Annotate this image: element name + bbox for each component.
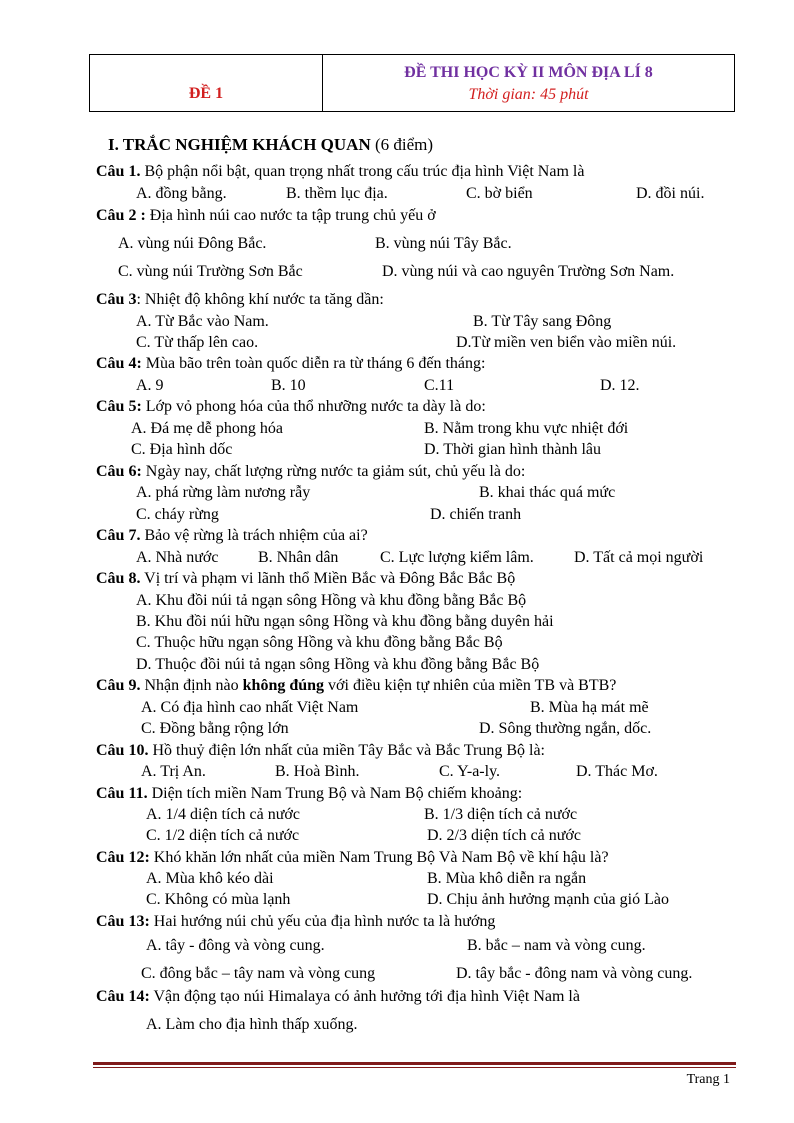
option-6c[interactable]: C. cháy rừng bbox=[136, 506, 219, 523]
question-label: Câu 7. bbox=[96, 527, 141, 544]
option-8c[interactable]: C. Thuộc hữu ngạn sông Hồng và khu đồng bằng Bắc Bộ bbox=[136, 634, 503, 651]
question-text: Vận động tạo núi Himalaya có ảnh hưởng tới địa hình Việt Nam là bbox=[149, 988, 580, 1005]
exam-title: ĐỀ THI HỌC KỲ II MÔN ĐỊA LÍ 8 bbox=[404, 64, 653, 81]
question-label: Câu 3 bbox=[96, 291, 137, 308]
option-11c[interactable]: C. 1/2 diện tích cả nước bbox=[146, 827, 300, 844]
option-3a[interactable]: A. Từ Bắc vào Nam. bbox=[136, 313, 269, 330]
option-5b[interactable]: B. Nằm trong khu vực nhiệt đới bbox=[424, 420, 629, 437]
option-6a[interactable]: A. phá rừng làm nương rẫy bbox=[136, 484, 311, 501]
option-6d[interactable]: D. chiến tranh bbox=[430, 506, 522, 523]
option-2d[interactable]: D. vùng núi và cao nguyên Trường Sơn Nam. bbox=[382, 263, 675, 280]
option-7a[interactable]: A. Nhà nước bbox=[136, 549, 219, 566]
option-10d[interactable]: D. Thác Mơ. bbox=[576, 763, 658, 780]
option-12b[interactable]: B. Mùa khô diễn ra ngắn bbox=[427, 870, 587, 887]
question-label: Câu 11. bbox=[96, 785, 148, 802]
question-13 bbox=[96, 912, 495, 932]
page-number: Trang 1 bbox=[686, 1072, 730, 1087]
question-12 bbox=[96, 848, 609, 868]
question-label: Câu 10. bbox=[96, 742, 149, 759]
question-text: Địa hình núi cao nước ta tập trung chủ yếu ở bbox=[145, 207, 436, 224]
question-text: Diện tích miền Nam Trung Bộ và Nam Bộ chiếm khoảng: bbox=[147, 785, 523, 802]
option-11a[interactable]: A. 1/4 diện tích cả nước bbox=[146, 806, 300, 823]
option-2c[interactable]: C. vùng núi Trường Sơn Bắc bbox=[118, 263, 303, 280]
question-text: Vị trí và phạm vi lãnh thổ Miền Bắc và Đông Bắc Bắc Bộ bbox=[140, 570, 516, 587]
option-13c[interactable]: C. đông bắc – tây nam và vòng cung bbox=[141, 965, 376, 982]
option-3d[interactable]: D.Từ miền ven biển vào miền núi. bbox=[456, 334, 677, 351]
option-14a[interactable]: A. Làm cho địa hình thấp xuống. bbox=[146, 1016, 358, 1033]
question-2 bbox=[96, 206, 436, 226]
question-9 bbox=[96, 676, 616, 696]
question-text: Bộ phận nổi bật, quan trọng nhất trong cấu trúc địa hình Việt Nam là bbox=[140, 163, 585, 180]
option-13d[interactable]: D. tây bắc - đông nam và vòng cung. bbox=[456, 965, 693, 982]
question-7 bbox=[96, 526, 368, 546]
question-10 bbox=[96, 741, 545, 761]
option-11d[interactable]: D. 2/3 diện tích cả nước bbox=[427, 827, 581, 844]
question-label: Câu 13: bbox=[96, 913, 150, 930]
option-7b[interactable]: B. Nhân dân bbox=[258, 549, 339, 566]
question-emphasis: không đúng bbox=[242, 677, 325, 694]
option-10a[interactable]: A. Trị An. bbox=[141, 763, 206, 780]
question-text: Ngày nay, chất lượng rừng nước ta giảm sút, chủ yếu là do: bbox=[141, 463, 526, 480]
question-text: : Nhiệt độ không khí nước ta tăng dần: bbox=[136, 291, 384, 308]
question-label: Câu 2 : bbox=[96, 207, 146, 224]
option-5d[interactable]: D. Thời gian hình thành lâu bbox=[424, 441, 602, 458]
option-5c[interactable]: C. Địa hình dốc bbox=[131, 441, 233, 458]
option-13b[interactable]: B. bắc – nam và vòng cung. bbox=[467, 937, 646, 954]
option-7d[interactable]: D. Tất cả mọi người bbox=[574, 549, 704, 566]
footer-divider-thick bbox=[93, 1062, 736, 1065]
exam-header-table bbox=[89, 54, 735, 112]
option-4d[interactable]: D. 12. bbox=[600, 377, 640, 394]
question-label: Câu 4: bbox=[96, 355, 142, 372]
question-label: Câu 6: bbox=[96, 463, 142, 480]
option-10b[interactable]: B. Hoà Bình. bbox=[275, 763, 360, 780]
option-1c[interactable]: C. bờ biển bbox=[466, 185, 533, 202]
question-text: Hồ thuỷ điện lớn nhất của miền Tây Bắc và Bắc Trung Bộ là: bbox=[148, 742, 545, 759]
question-label: Câu 9. bbox=[96, 677, 141, 694]
exam-code: ĐỀ 1 bbox=[188, 85, 224, 102]
question-8 bbox=[96, 569, 515, 589]
option-9b[interactable]: B. Mùa hạ mát mẽ bbox=[530, 699, 649, 716]
question-text: Nhận định nào bbox=[140, 677, 243, 694]
question-label: Câu 5: bbox=[96, 398, 142, 415]
question-text: Bảo vệ rừng là trách nhiệm của ai? bbox=[140, 527, 368, 544]
option-11b[interactable]: B. 1/3 diện tích cả nước bbox=[424, 806, 578, 823]
question-label: Câu 1. bbox=[96, 163, 141, 180]
question-label: Câu 14: bbox=[96, 988, 150, 1005]
option-1a[interactable]: A. đồng bằng. bbox=[136, 185, 227, 202]
footer-divider-thin bbox=[93, 1067, 736, 1068]
option-1d[interactable]: D. đồi núi. bbox=[636, 185, 705, 202]
section-points: (6 điểm) bbox=[374, 135, 434, 154]
option-1b[interactable]: B. thềm lục địa. bbox=[286, 185, 388, 202]
question-3 bbox=[96, 290, 384, 310]
option-4a[interactable]: A. 9 bbox=[136, 377, 164, 394]
option-6b[interactable]: B. khai thác quá mức bbox=[479, 484, 616, 501]
option-4c[interactable]: C.11 bbox=[424, 377, 455, 394]
question-4 bbox=[96, 354, 485, 374]
option-9a[interactable]: A. Có địa hình cao nhất Việt Nam bbox=[141, 699, 359, 716]
option-7c[interactable]: C. Lực lượng kiểm lâm. bbox=[380, 549, 534, 566]
option-10c[interactable]: C. Y-a-ly. bbox=[439, 763, 501, 780]
option-2a[interactable]: A. vùng núi Đông Bắc. bbox=[118, 235, 267, 252]
section-title-text: I. TRẮC NGHIỆM KHÁCH QUAN bbox=[108, 135, 371, 154]
option-8d[interactable]: D. Thuộc đồi núi tả ngạn sông Hồng và khu đồng bằng Bắc Bộ bbox=[136, 656, 540, 673]
question-text: Mùa bão trên toàn quốc diễn ra từ tháng 6 đến tháng: bbox=[141, 355, 486, 372]
question-5 bbox=[96, 397, 486, 417]
option-5a[interactable]: A. Đá mẹ dễ phong hóa bbox=[131, 420, 283, 437]
option-12a[interactable]: A. Mùa khô kéo dài bbox=[146, 870, 274, 887]
option-8b[interactable]: B. Khu đồi núi hữu ngạn sông Hồng và khu đồng bằng duyên hải bbox=[136, 613, 554, 630]
exam-code-cell bbox=[90, 55, 323, 112]
option-9c[interactable]: C. Đồng bằng rộng lớn bbox=[141, 720, 289, 737]
question-1 bbox=[96, 162, 584, 182]
section-title bbox=[108, 135, 433, 155]
option-13a[interactable]: A. tây - đông và vòng cung. bbox=[146, 937, 325, 954]
question-label: Câu 8. bbox=[96, 570, 141, 587]
exam-time: Thời gian: 45 phút bbox=[468, 86, 589, 103]
option-3b[interactable]: B. Từ Tây sang Đông bbox=[473, 313, 612, 330]
question-label: Câu 12: bbox=[96, 849, 150, 866]
option-8a[interactable]: A. Khu đồi núi tả ngạn sông Hồng và khu đồng bằng Bắc Bộ bbox=[136, 592, 527, 609]
question-text-end: với điều kiện tự nhiên của miền TB và BTB? bbox=[324, 677, 617, 694]
exam-title-cell bbox=[323, 55, 735, 112]
option-4b[interactable]: B. 10 bbox=[271, 377, 306, 394]
question-14 bbox=[96, 987, 580, 1007]
option-3c[interactable]: C. Từ thấp lên cao. bbox=[136, 334, 259, 351]
option-12d[interactable]: D. Chịu ảnh hưởng mạnh của gió Lào bbox=[427, 891, 669, 908]
question-11 bbox=[96, 784, 522, 804]
question-6 bbox=[96, 462, 525, 482]
question-text: Hai hướng núi chủ yếu của địa hình nước ta là hướng bbox=[149, 913, 496, 930]
option-12c[interactable]: C. Không có mùa lạnh bbox=[146, 891, 291, 908]
option-9d[interactable]: D. Sông thường ngắn, dốc. bbox=[479, 720, 652, 737]
option-2b[interactable]: B. vùng núi Tây Bắc. bbox=[375, 235, 512, 252]
question-text: Lớp vỏ phong hóa của thổ nhưỡng nước ta dày là do: bbox=[141, 398, 486, 415]
question-text: Khó khăn lớn nhất của miền Nam Trung Bộ Và Nam Bộ về khí hậu là? bbox=[149, 849, 609, 866]
